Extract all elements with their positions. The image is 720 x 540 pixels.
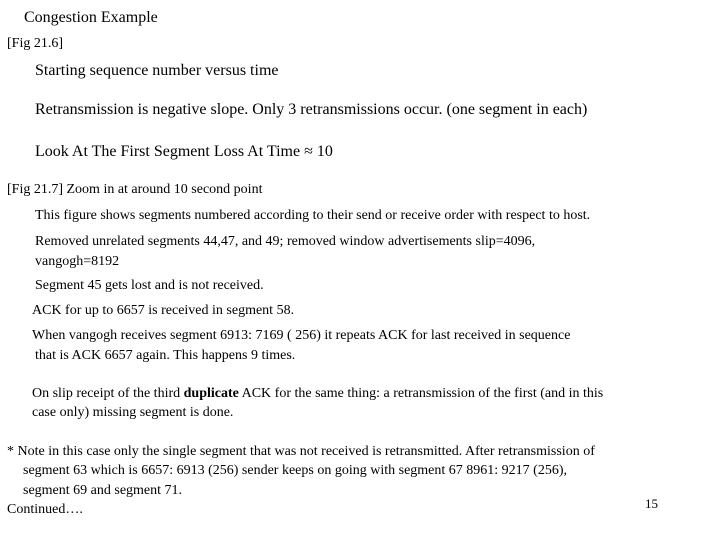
fig-21-7-ref: [Fig 21.7] Zoom in at around 10 second point [7, 182, 263, 197]
bullet-slip-line2: case only) missing segment is done. [32, 405, 234, 420]
bullet-segment-45: Segment 45 gets lost and is not received. [35, 278, 264, 293]
note-line2: segment 63 which is 6657: 6913 (256) sender keeps on going with segment 67 8961: 9217 (256), [23, 463, 567, 478]
bullet-vangogh-line2: that is ACK 6657 again. This happens 9 times. [35, 348, 296, 363]
bullet-figure-shows: This figure shows segments numbered according to their send or receive order with respect to host. [35, 208, 591, 223]
line-starting: Starting sequence number versus time [35, 62, 279, 79]
bullet-ack: ACK for up to 6657 is received in segment 58. [32, 303, 295, 318]
bullet-removed-line2: vangogh=8192 [35, 254, 120, 269]
fig-21-6-ref: [Fig 21.6] [7, 36, 63, 51]
slip-text-post: ACK for the same thing: a retransmission of the first (and in this [238, 386, 604, 401]
slip-text-duplicate: duplicate [183, 386, 239, 401]
line-look-at: Look At The First Segment Loss At Time ≈ 10 [35, 143, 333, 160]
bullet-vangogh-line1: When vangogh receives segment 6913: 7169 ( 256) it repeats ACK for last received in sequence [32, 328, 571, 343]
bullet-removed-line1: Removed unrelated segments 44,47, and 49; removed window advertisements slip=4096, [35, 234, 536, 249]
note-line3: segment 69 and segment 71. [23, 483, 183, 498]
line-retransmission: Retransmission is negative slope. Only 3 retransmissions occur. (one segment in each) [35, 101, 588, 118]
bullet-slip-line1 [32, 387, 603, 401]
slip-text-pre: On slip receipt of the third [32, 386, 184, 401]
note-line1: * Note in this case only the single segment that was not received is retransmitted. After retransmission of [7, 444, 595, 459]
page-number: 15 [645, 496, 658, 511]
slide-title: Congestion Example [24, 9, 158, 26]
continued-text: Continued…. [7, 502, 83, 517]
